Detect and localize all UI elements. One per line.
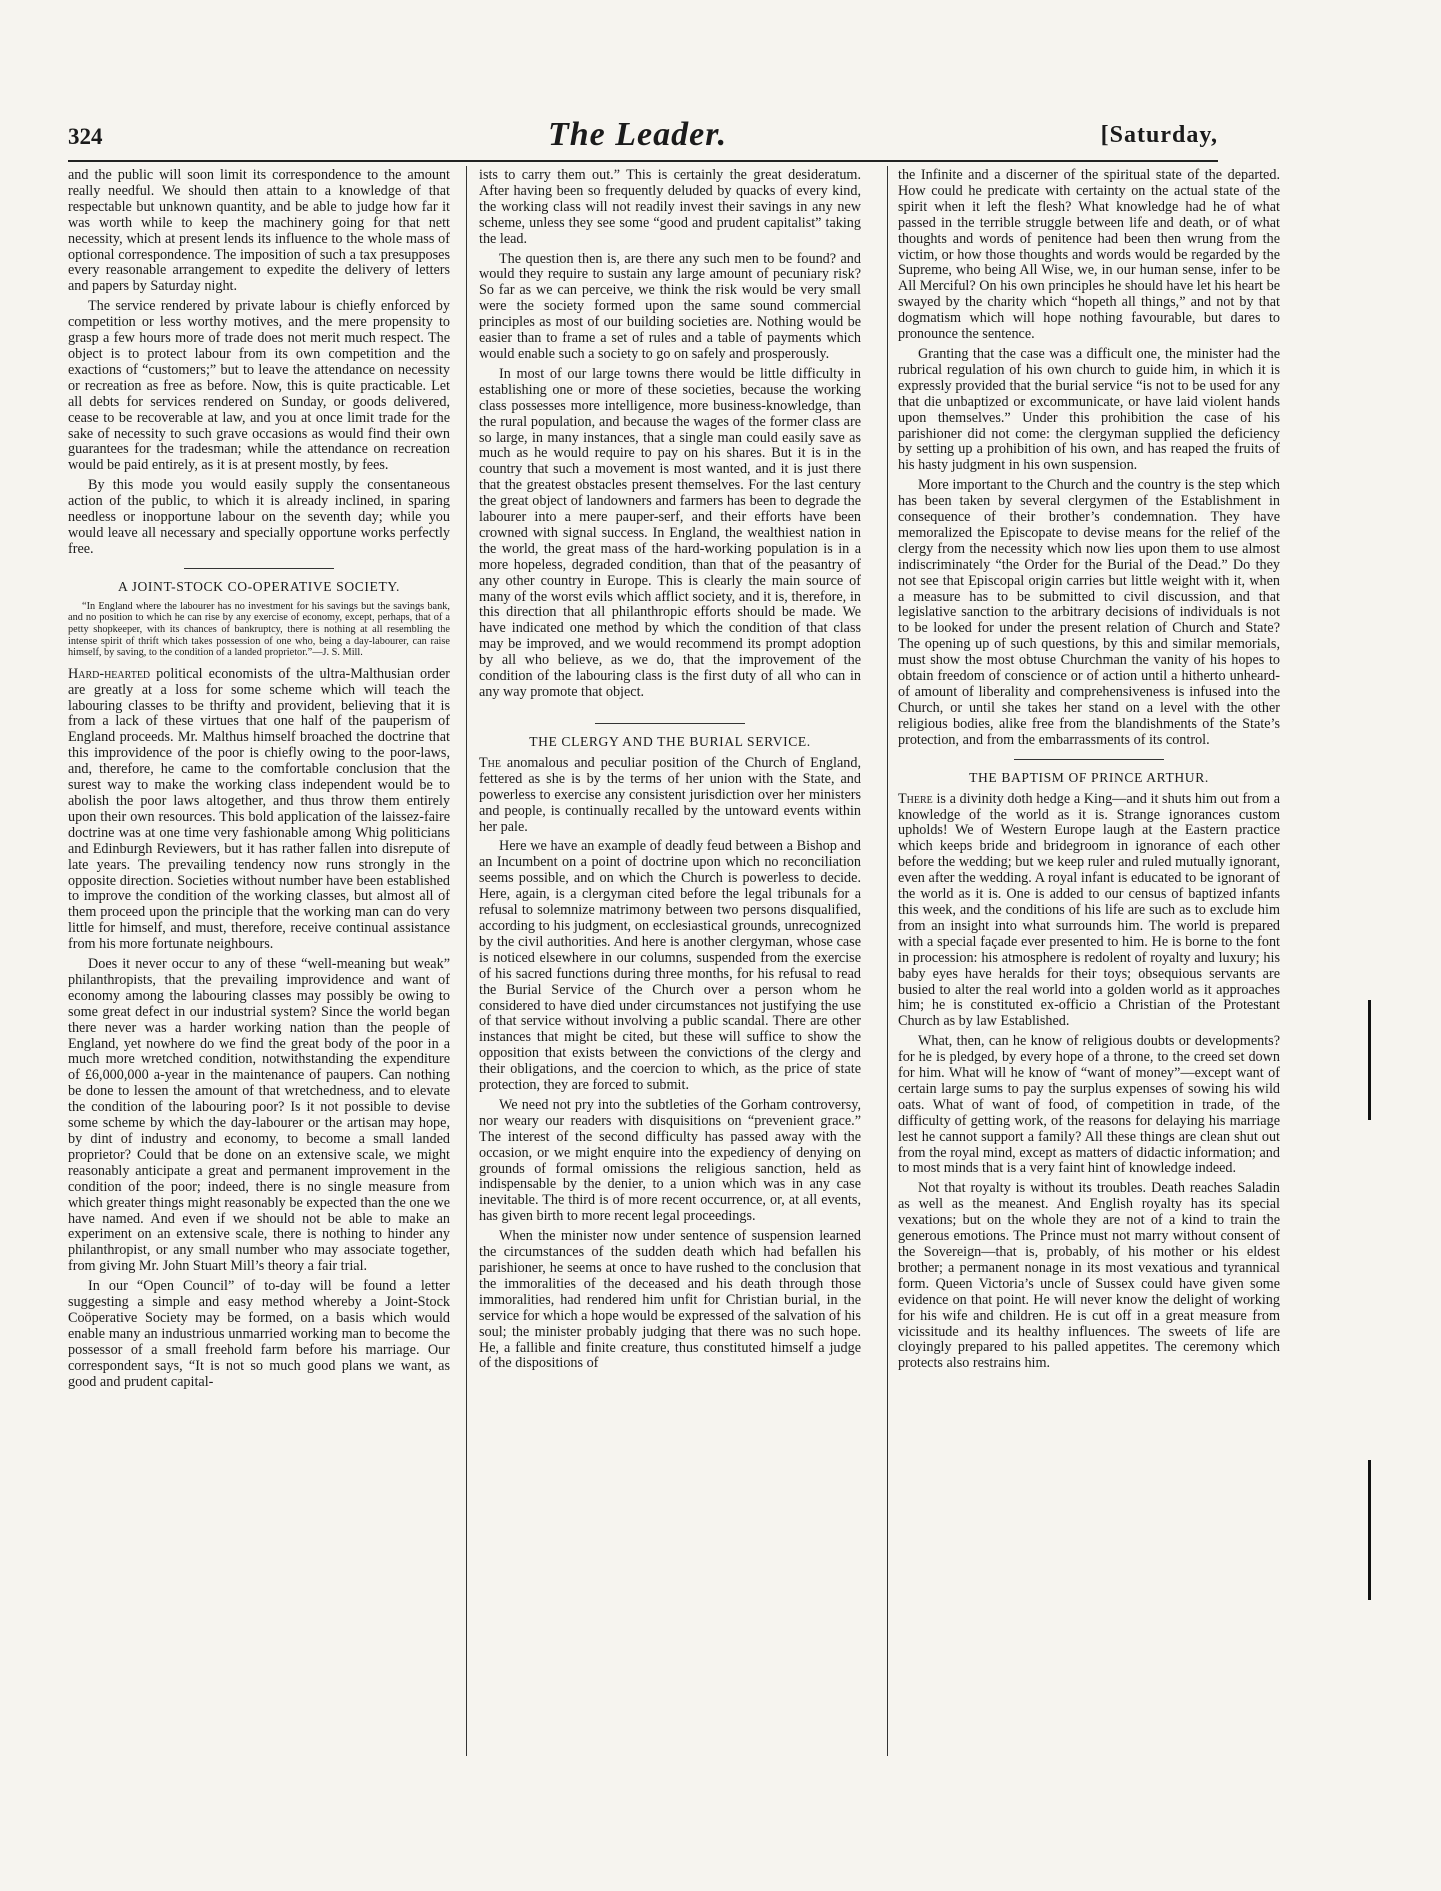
paragraph: and the public will soon limit its correspondence to the amount really needful. We should then attain to a knowledge of that respectable but unknown quantity, and be able to judge how far it was worth while to keep the machinery going for that nett necessity, which at present lends its influence to the whole mass of optional correspondence. The imposition of such a tax presupposes every reasonable arrangement to expedite the delivery of letters and papers by Saturday night. — [68, 168, 450, 295]
paragraph: the Infinite and a discerner of the spiritual state of the departed. How could he predicate with certainty on the actual state of the spirit when it left the flesh? What knowledge had he of what passed in the terrible struggle between life and death, or of what thoughts and words of penitence had been then wrung from the victim, or how those thoughts and words would be regarded by the Supreme, who being All Wise, we, in our human sense, infer to be All Merciful? On his own principles he should have let his heart be swayed by the charity which “hopeth all things,” and not by that dogmatism which will hope nothing favourable, but dares to pronounce the sentence. — [898, 168, 1280, 343]
column-divider — [887, 166, 888, 1756]
column-3 — [898, 168, 1280, 1758]
column-1 — [68, 168, 450, 1758]
lead-in: The — [479, 754, 501, 771]
paragraph-body: is a divinity doth hedge a King—and it shuts him out from a knowledge of the world as it is. Strange ignorances custom upholds! We of Western Europe laugh at the Eastern practice which keeps bride and bridegroom in ignorance of each other before the wedding; but we keep ruler and ruled mutually ignorant, even after the wedding. A royal infant is educated to be ignorant of the world as it is. One is added to our census of baptized infants this week, and the conditions of his life are such as to exclude him from an insight into what surrounds him. The world is prepared with a special façade ever presented to him. He is borne to the font in procession: his atmosphere is redolent of royalty and luxury; his baby eyes have heralds for their toys; obsequious servants are busied to alter the real world into a golden world as it approaches him; he is constituted ex-officio a Christian of the Protestant Church as by law Established. — [898, 790, 1280, 1030]
article-heading: A JOINT-STOCK CO-OPERATIVE SOCIETY. — [117, 578, 401, 594]
paragraph: Does it never occur to any of these “well-meaning but weak” philanthropists, that the prevailing improvidence and want of economy among the labouring classes may possibly be owing to some great defect in our industrial system? Since the world began there never was a harder working nation than the people of England, yet nowhere do we find the great body of the poor in a much more wretched condition, notwithstanding the expenditure of £6,000,000 a-year in the maintenance of paupers. Can nothing be done to lessen the amount of that wretchedness, and to elevate the condition of the labouring poor? Is it not possible to devise some scheme by which the day-labourer or the artisan may hope, by dint of industry and economy, to become a small landed proprietor? Could that be done on an extensive scale, we might reasonably anticipate a great and permanent improvement in the condition of the poor; indeed, there is no single measure from which greater things might reasonably be expected than the one we have named. And even if we should not be able to make an experiment on an extensive scale, there is nothing to hinder any philanthropist, or any small number who may associate together, from giving Mr. John Stuart Mill’s theory a fair trial. — [68, 956, 450, 1275]
paragraph: More important to the Church and the country is the step which has been taken by several clergymen of the Establishment in consequence of their brother’s condemnation. They have memoralized the Episcopate to devise means for the relief of the clergy from the necessity which now lies upon them to use almost indiscriminately “the Order for the Burial of the Dead.” Do they not see that Episcopal origin carries but little weight with it, when a measure has to be submitted to civil discussion, and that legislative sanction to the arbitrary decisions of individuals is not to be looked for under the present relation of Church and State? The opening up of such questions, by this and similar memorials, must show the most obtuse Churchman the vanity of his hopes to obtain freedom of conscience or of action until a hitherto unheard-of amount of liberality and comprehensiveness is infused into the Church, or until she takes her stand on a level with the other religious bodies, alike free from the blandishments of the State’s protection, and from the embarrassments of its control. — [898, 477, 1280, 748]
paragraph — [68, 667, 450, 953]
paragraph: ists to carry them out.” This is certainly the great desideratum. After having been so frequently deluded by quacks of every kind, the working class will not readily invest their savings in any new scheme, unless they see some “good and prudent capitalist” taking the lead. — [479, 168, 861, 247]
paragraph: Granting that the case was a difficult one, the minister had the rubrical regulation of his own church to guide him, in which it is expressly provided that the burial service “is not to be used for any that die unbaptized or excommunicate, or have laid violent hands upon themselves.” Under this prohibition the case of his parishioner did not come: the clergyman supplied the deficiency by setting up a prohibition of his own, and has reaped the fruits of his hasty judgment in his own suspension. — [898, 345, 1280, 474]
lead-in: Hard-hearted — [68, 665, 151, 682]
paragraph — [898, 792, 1280, 1031]
paragraph: Not that royalty is without its troubles. Death reaches Saladin as well as the meanest. And English royalty has its special vexations; but on the whole they are not of a kind to train the generous emotions. The Prince must not marry without consent of the Sovereign—that is, probably, of his mother or his eldest brother; a permanent nonage in its most vexatious and tyrannical form. Queen Victoria’s uncle of Sussex could have given some evidence on that point. He will never know the delight of working for his wife and children. He is cut off in a great measure from vicissitude and its healthy influences. The sweets of life are cloyingly prepared to his palled appetites. The ceremony which protects also restrains him. — [898, 1180, 1280, 1372]
section-separator — [595, 723, 745, 724]
paragraph: When the minister now under sentence of suspension learned the circumstances of the sudden death which had befallen his parishioner, he seems at once to have rushed to the conclusion that the immoralities of the deceased and his death through those immoralities, had rendered him unfit for Christian burial, in the service for which a hope would be expressed of the salvation of his soul; the minister probably judging that there was no such hope. He, a fallible and finite creature, thus constituted himself a judge of the dispositions of — [479, 1228, 861, 1372]
page-number: 324 — [68, 124, 103, 149]
column-divider — [466, 166, 467, 1756]
paragraph: We need not pry into the subtleties of the Gorham controversy, nor weary our readers with disquisitions on “prevenient grace.” The interest of the second difficulty has passed away with the occasion, or we might enquire into the expediency of denying on grounds of formal omissions the religious sanction, held as indispensable by the denier, to a union which was in any case inevitable. The third is of more recent occurrence, or, at all events, has given birth to more recent legal proceedings. — [479, 1096, 861, 1225]
section-separator — [184, 568, 334, 569]
column-2 — [479, 168, 861, 1758]
paragraph: In most of our large towns there would be little difficulty in establishing one or more of these societies, because the working class possesses more intelligence, more business-knowledge, than the rural population, and because the wages of the former class are so large, in many instances, that a single man could easily save as much as he would require to pay on his shares. But it is in the country that such a movement is most wanted, and it is just there that the greatest obstacles present themselves. For the last century the great object of landowners and farmers has been to degrade the labourer into a mere pauper-serf, and their efforts have been crowned with signal success. In England, the wealthiest nation in the world, the great mass of the hard-working population is in a more hopeless, degraded condition, than that of the peasantry of any other country in Europe. This is clearly the main source of many of the worst evils which afflict society, and it is, therefore, in this direction that all philanthropic efforts should be made. We have indicated one method by which the condition of that class may be improved, and we would recommend its prompt adoption by all who believe, as we do, that the improvement of the condition of the labouring class is the first duty of all who can in any way promote that object. — [479, 365, 861, 700]
paragraph: The service rendered by private labour is chiefly enforced by competition or less worthy motives, and the mere propensity to grasp a few hours more of trade does not merit much respect. The object is to protect labour from its own competition and the exactions of “customers;” but to leave the attendance on necessity or recreation as free as before. Now, this is quite practicable. Let all debts for services rendered on Sunday, or goods delivered, cease to be recoverable at law, and you at once limit trade for the sake of necessity to such grave occasions as would find their own guarantees for the tradesman; while the attendance on recreation would be paid entirely, as it is at present mostly, by fees. — [68, 298, 450, 474]
paragraph: In our “Open Council” of to-day will be found a letter suggesting a simple and easy method whereby a Joint-Stock Coöperative Society may be formed, on a basis which would enable many an industrious unmarried working man to become the possessor of a small freehold farm before his marriage. Our correspondent says, “It is not so much good plans we want, as good and prudent capital- — [68, 1278, 450, 1390]
page-header — [68, 118, 1218, 162]
article-heading: THE CLERGY AND THE BURIAL SERVICE. — [529, 733, 811, 749]
paragraph — [479, 756, 861, 836]
paragraph: The question then is, are there any such men to be found? and would they require to sustain any large amount of pecuniary risk? So far as we can perceive, we think the risk would be very small were the society formed upon the same sound commercial principles as most of our building societies are. Nothing would be easier than to frame a set of rules and a table of payments which would enable such a society to go on safely and prosperously. — [479, 250, 861, 362]
article-heading: THE BAPTISM OF PRINCE ARTHUR. — [969, 769, 1209, 785]
lead-in: There — [898, 790, 933, 807]
issue-day: [Saturday, — [1100, 122, 1218, 148]
page-edge-mark — [1368, 1460, 1371, 1600]
epigraph-quote: “In England where the labourer has no investment for his savings but the savings bank, and no position to which he can rise by any exercise of economy, except, perhaps, that of a petty shopkeeper, with its chances of bankruptcy, there is nothing at all resembling the intense spirit of thrift which takes possession of one who, being a day-labourer, can raise himself, by saving, to the condition of a landed proprietor.”—J. S. Mill. — [68, 600, 450, 659]
paragraph: What, then, can he know of religious doubts or developments? for he is pledged, by every hope of a throne, to the creed set down for him. What will he know of “want of money”—except want of certain large sums to pay the surplus expenses of sowing his wild oats. What of want of food, of competition in trade, of the difficulty of getting work, of the reasons for delaying his marriage lest he cannot support a family? All these things are clean shut out from the royal mind, except as matters of didactic information; and to most minds that is a very faint hint of knowledge indeed. — [898, 1033, 1280, 1177]
paragraph: Here we have an example of deadly feud between a Bishop and an Incumbent on a point of doctrine upon which no reconciliation seems possible, and on which the Church is powerless to decide. Here, again, is a clergyman cited before the legal tribunals for a refusal to solemnize matrimony between two persons disqualified, according to his judgment, on ecclesiastical grounds, unrecognized by the civil authorities. And here is another clergyman, whose case is noticed elsewhere in our columns, suspended from the exercise of his sacred functions during three months, for his refusal to read the Burial Service of the Church over a person whom he considered to have died under circumstances not justifying the use of that service without involving a public scandal. There are other instances that might be cited, but these will suffice to show the opposition that exists between the convictions of the clergy and their obligations, and the coercion to which, as the price of state protection, they are forced to submit. — [479, 838, 861, 1094]
masthead-title: The Leader. — [548, 116, 728, 153]
page-edge-mark — [1368, 1000, 1371, 1120]
section-separator — [1014, 759, 1164, 760]
paragraph-body: political economists of the ultra-Malthusian order are greatly at a loss for some scheme which will teach the labouring classes to be thrifty and provident, believing that it is from a lack of these virtues that one half of the pauperism of England proceeds. Mr. Malthus himself broached the doctrine that this improvidence of the poor is chiefly owing to the poor-laws, and, therefore, he came to the comfortable conclusion that the surest way to make the working class independent would be to abolish the poor laws altogether, and thus throw them entirely upon their own resources. This bold application of the laissez-faire doctrine was at one time very fashionable among Whig politicians and Edinburgh Reviewers, but it has rather fallen into disrepute of late years. The prevailing tendency now runs strongly in the opposite direction. Societies without number have been established to improve the condition of the working classes, but almost all of them proceed upon the principle that the working man can do very little for himself, and must, therefore, receive continual assistance from his more fortunate neighbours. — [68, 665, 450, 953]
paragraph: By this mode you would easily supply the consentaneous action of the public, to which it is already inclined, in sparing needless or inopportune labour on the seventh day; while you would leave all necessary and specially opportune works perfectly free. — [68, 477, 450, 557]
header-rule — [68, 160, 1218, 162]
paragraph-body: anomalous and peculiar position of the Church of England, fettered as she is by the terms of her union with the State, and powerless to exercise any consistent jurisdiction over her ministers and people, is continually recalled by the untoward events within her pale. — [479, 754, 861, 835]
